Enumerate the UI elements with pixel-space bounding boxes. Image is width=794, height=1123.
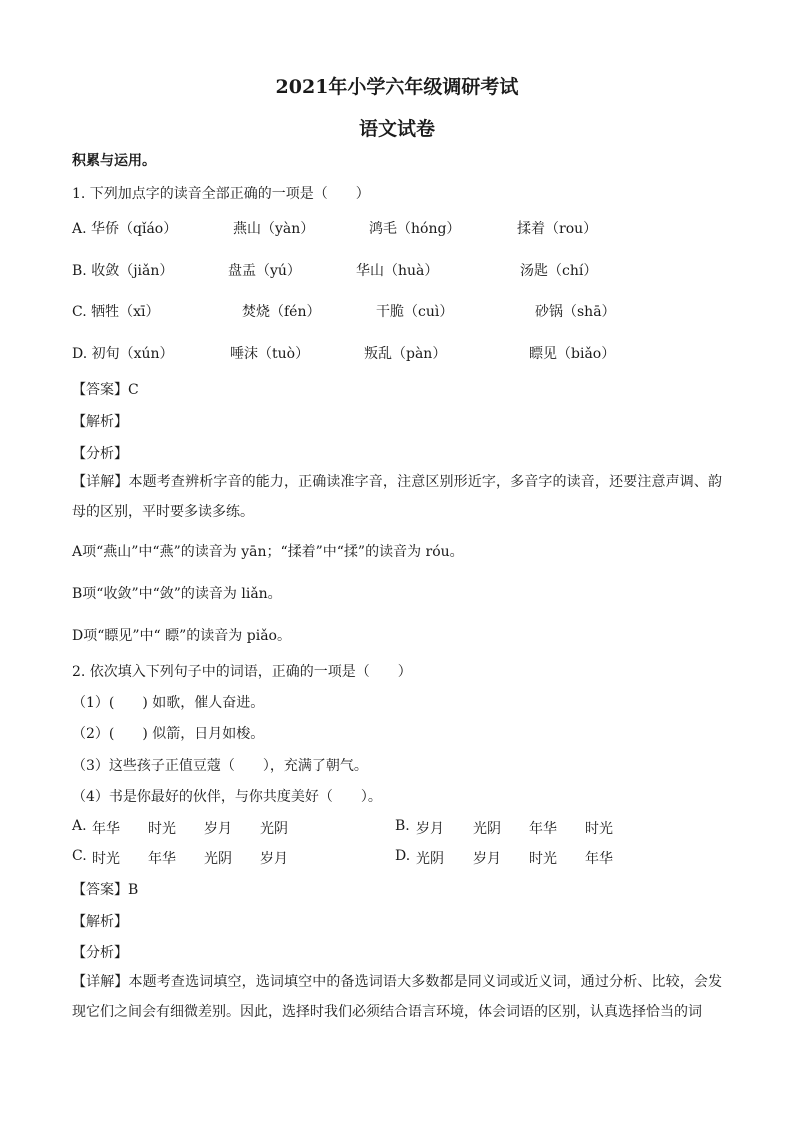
q1-c-item: 砂锅（shā） [535, 304, 616, 320]
q2-option-word: 岁月 [473, 851, 501, 867]
q2-option-word: 年华 [529, 821, 557, 837]
q2-option-letter: C. [72, 848, 87, 864]
q2-option-word: 光阴 [260, 821, 288, 837]
q2-option-word: 光阴 [204, 851, 232, 867]
q2-option-word: 岁月 [260, 851, 288, 867]
q1-note-b: B项“收敛”中“敛”的读音为 liǎn。 [72, 586, 282, 602]
exam-subtitle: 语文试卷 [358, 118, 435, 140]
q2-option-word: 年华 [92, 821, 120, 837]
section-heading: 积累与运用。 [72, 153, 156, 169]
q2-option-letter: B. [395, 818, 410, 834]
q2-option-word: 时光 [529, 851, 557, 867]
q2-sentence: （2）( ) 似箭，日月如梭。 [72, 726, 265, 742]
q2-jiexi-label: 【解析】 [72, 914, 128, 930]
q1-note-d: D项“瞟见”中“ 瞟”的读音为 piǎo。 [72, 628, 291, 644]
q2-option-word: 时光 [92, 851, 120, 867]
q1-a-item: A. 华侨（qǐáo） [72, 221, 178, 237]
exam-title: 2021年小学六年级调研考试 [275, 76, 519, 98]
q1-a-item: 揉着（rou） [517, 221, 598, 237]
q1-c-item: 干脆（cuì） [376, 304, 454, 320]
q2-detail: 【详解】本题考查选词填空，选词填空中的备选词语大多数都是同义词或近义词，通过分析、比较，会发现它们之间会有细微差别。因此，选择时我们必须结合语言环境，体会词语的区别，认真选择恰当的词 [72, 974, 722, 1020]
q2-stem: 2. 依次填入下列句子中的词语，正确的一项是（ ） [72, 664, 412, 680]
q1-b-item: 盘盂（yú） [228, 263, 301, 279]
q2-sentence: （3）这些孩子正值豆蔻（ ），充满了朝气。 [72, 758, 368, 774]
q1-answer: 【答案】C [72, 382, 139, 398]
q1-c-item: C. 牺牲（xī） [72, 304, 160, 320]
q1-jiexi-label: 【解析】 [72, 414, 128, 430]
q2-fenxi-label: 【分析】 [72, 945, 128, 961]
q2-option-word: 年华 [148, 851, 176, 867]
q2-option-letter: D. [395, 848, 411, 864]
q1-c-item: 焚烧（fén） [242, 304, 321, 320]
q2-option-word: 岁月 [204, 821, 232, 837]
q2-option-word: 岁月 [416, 821, 444, 837]
q1-d-item: 唾沫（tuò） [230, 346, 310, 362]
q1-d-item: D. 初旬（xún） [72, 346, 174, 362]
q1-stem: 1. 下列加点字的读音全部正确的一项是（ ） [72, 186, 370, 202]
q2-option-word: 年华 [585, 851, 613, 867]
q1-d-item: 瞟见（biǎo） [529, 346, 616, 362]
q2-option-letter: A. [72, 818, 87, 834]
q2-option-word: 时光 [148, 821, 176, 837]
q2-sentence: （1）( ) 如歌，催人奋进。 [72, 695, 265, 711]
q2-option-word: 光阴 [416, 851, 444, 867]
q1-fenxi-label: 【分析】 [72, 446, 128, 462]
q1-detail: 【详解】本题考查辨析字音的能力，正确读准字音，注意区别形近字，多音字的读音，还要注意声调、韵母的区别，平时要多读多练。 [72, 474, 722, 520]
q1-a-item: 燕山（yàn） [233, 221, 315, 237]
q1-note-a: A项“燕山”中“燕”的读音为 yān；“揉着”中“揉”的读音为 róu。 [72, 544, 464, 560]
q2-answer: 【答案】B [72, 882, 139, 898]
q1-b-item: 华山（huà） [356, 263, 439, 279]
q2-option-word: 时光 [585, 821, 613, 837]
q1-a-item: 鸿毛（hóng） [369, 221, 461, 237]
q1-b-item: 汤匙（chí） [520, 263, 598, 279]
q2-option-word: 光阴 [473, 821, 501, 837]
q1-b-item: B. 收敛（jiǎn） [72, 263, 174, 279]
q1-d-item: 叛乱（pàn） [364, 346, 447, 362]
q2-sentence: （4）书是你最好的伙伴，与你共度美好（ ）。 [72, 789, 382, 805]
